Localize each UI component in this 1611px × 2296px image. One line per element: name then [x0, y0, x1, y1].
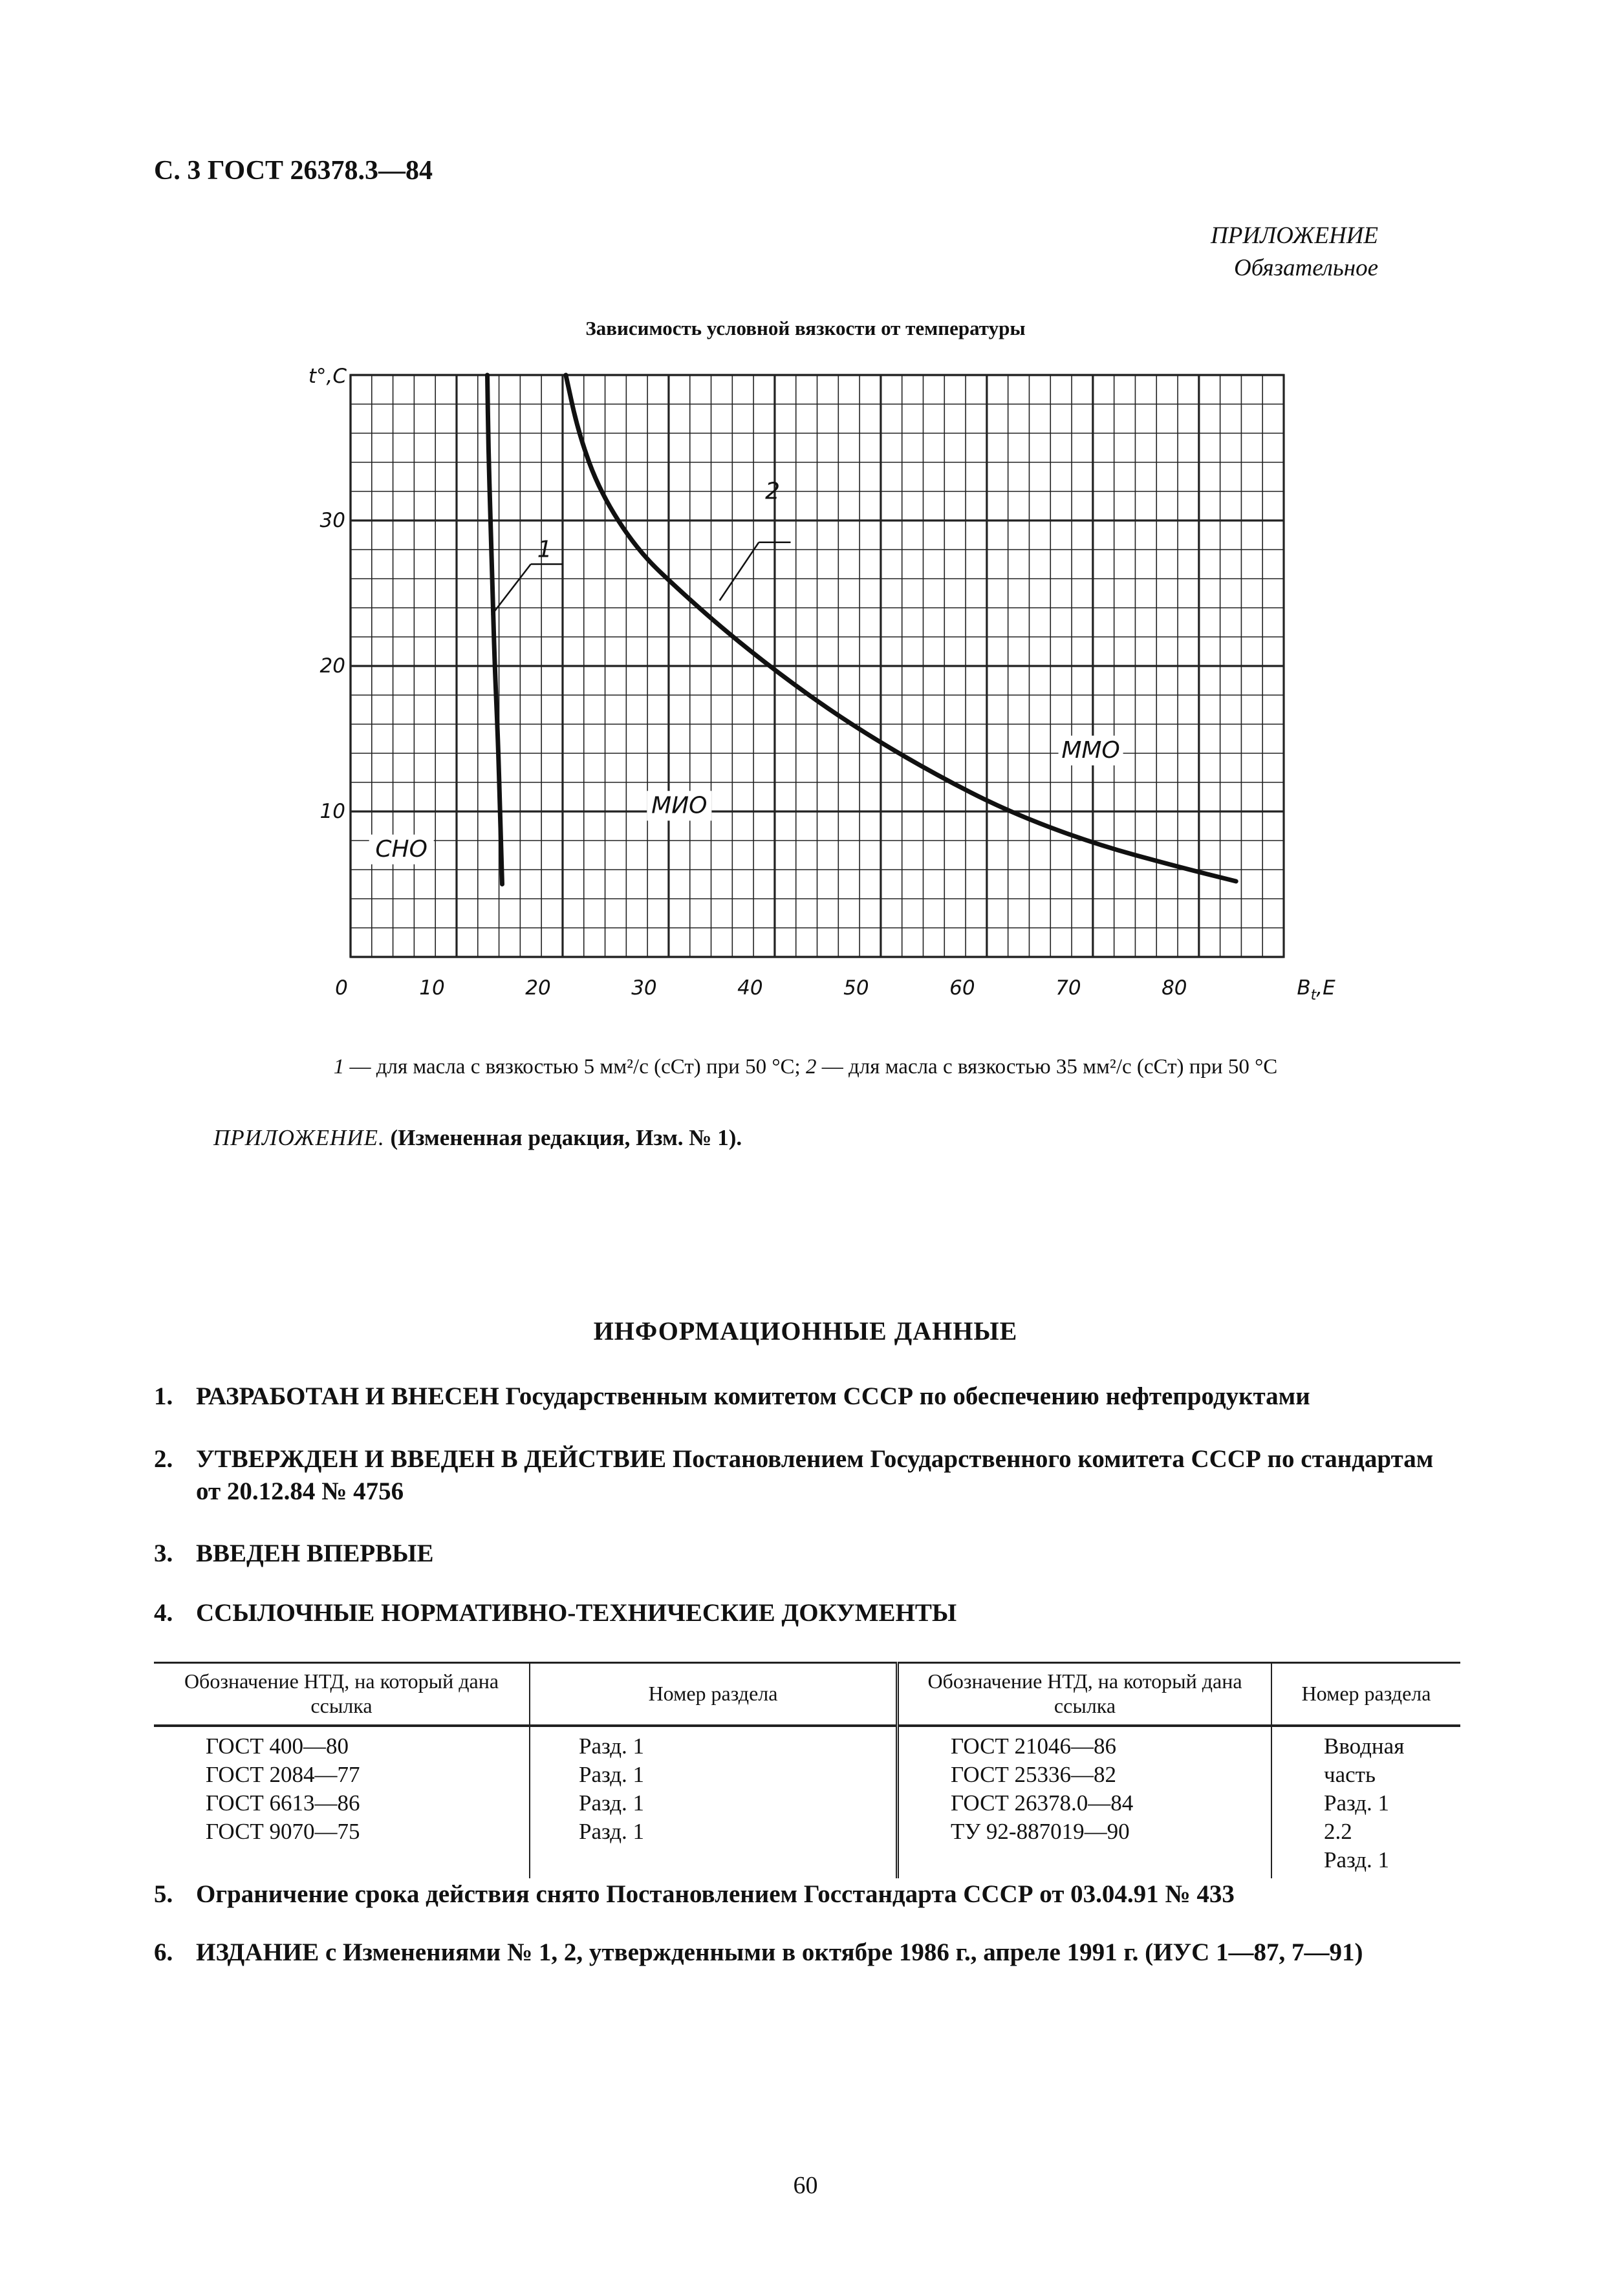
table-cell — [530, 1726, 898, 1878]
info-item — [154, 1597, 1460, 1629]
chart-series — [488, 375, 1237, 885]
chart-axes — [308, 365, 1335, 1003]
y-tick-label: 10 — [319, 800, 345, 823]
section-number: Разд. 1 — [579, 1733, 645, 1759]
info-item-number: 1. — [154, 1382, 173, 1410]
ntd-designation: ГОСТ 25336—82 — [951, 1762, 1117, 1787]
info-item-number: 3. — [154, 1540, 173, 1567]
references-table — [154, 1662, 1460, 1878]
annotation-label: ММО — [1061, 736, 1120, 764]
appendix-heading — [1211, 220, 1378, 284]
section-number: Разд. 1 — [579, 1819, 645, 1844]
x-tick-label: 80 — [1162, 976, 1187, 1000]
info-item — [154, 1380, 1460, 1413]
ntd-designation: ГОСТ 400—80 — [206, 1733, 349, 1759]
table-row — [154, 1726, 1460, 1878]
table-cell — [898, 1726, 1272, 1878]
curve-series-1 — [488, 375, 503, 885]
table-header-row — [154, 1663, 1460, 1726]
table-header-cell: Номер раздела — [530, 1663, 898, 1726]
info-item-text: ИЗДАНИЕ с Изменениями № 1, 2, утвержденными в октябре 1986 г., апреле 1991 г. (ИУС 1—87, 7—91) — [196, 1938, 1363, 1966]
table-cell — [154, 1726, 530, 1878]
info-item-number: 6. — [154, 1938, 173, 1966]
section-number: 2.2 — [1324, 1819, 1352, 1844]
ntd-designation: ГОСТ 21046—86 — [951, 1733, 1117, 1759]
table-header-cell: Обозначение НТД, на который дана ссылка — [154, 1663, 530, 1726]
x-tick-label: 40 — [737, 976, 763, 1000]
page-header: С. 3 ГОСТ 26378.3—84 — [154, 156, 433, 186]
appendix-subtitle: Обязательное — [1233, 255, 1378, 281]
info-item — [154, 1878, 1460, 1911]
legend-series-1-text: — для масла с вязкостью 5 мм²/с (сСт) при 50 °С; — [344, 1055, 806, 1078]
y-tick-label: 20 — [319, 654, 345, 678]
chart-annotations — [369, 478, 1123, 864]
ntd-designation: ГОСТ 2084—77 — [206, 1762, 360, 1787]
x-tick-label: 20 — [525, 976, 551, 1000]
chart-legend — [0, 1055, 1611, 1079]
revision-note — [213, 1125, 742, 1151]
x-tick-label: 50 — [843, 976, 869, 1000]
section-number: Разд. 1 — [1324, 1847, 1390, 1872]
section-number: Вводная часть — [1324, 1733, 1405, 1787]
x-tick-label: 0 — [335, 976, 348, 1000]
revision-note-text: (Измененная редакция, Изм. № 1). — [384, 1125, 742, 1150]
ntd-designation: ТУ 92-887019—90 — [951, 1819, 1130, 1844]
info-section-title: ИНФОРМАЦИОННЫЕ ДАННЫЕ — [593, 1316, 1018, 1346]
x-tick-label: 60 — [949, 976, 975, 1000]
x-tick-label: 70 — [1055, 976, 1081, 1000]
section-number: Разд. 1 — [579, 1790, 645, 1816]
legend-series-2-text: — для масла с вязкостью 35 мм²/с (сСт) при 50 °С — [816, 1055, 1278, 1078]
leader-line-series-2 — [720, 542, 759, 601]
info-item — [154, 1538, 1460, 1570]
ntd-designation: ГОСТ 26378.0—84 — [951, 1790, 1134, 1816]
legend-series-2-number: 2 — [805, 1055, 817, 1078]
info-item — [154, 1443, 1460, 1508]
info-item — [154, 1937, 1460, 1969]
curve-label-series-1: 1 — [537, 536, 552, 563]
annotation-label: МИО — [651, 792, 708, 819]
info-item-text: ССЫЛОЧНЫЕ НОРМАТИВНО-ТЕХНИЧЕСКИЕ ДОКУМЕНТЫ — [196, 1599, 957, 1627]
x-axis-label: $B_t,E$ — [1297, 976, 1335, 1003]
table-header-cell: Номер раздела — [1301, 1682, 1431, 1705]
info-item-text: Ограничение срока действия снято Постановлением Госстандарта СССР от 03.04.91 № 433 — [196, 1880, 1235, 1908]
info-item-number: 5. — [154, 1880, 173, 1908]
revision-note-label: ПРИЛОЖЕНИЕ. — [213, 1125, 385, 1150]
ntd-designation: ГОСТ 9070—75 — [206, 1819, 360, 1844]
annotation-label: СНО — [375, 835, 427, 863]
legend-series-1-number: 1 — [333, 1055, 345, 1078]
ntd-designation: ГОСТ 6613—86 — [206, 1790, 360, 1816]
info-item-number: 4. — [154, 1599, 173, 1627]
page-number: 60 — [793, 2172, 818, 2199]
info-item-text: РАЗРАБОТАН И ВНЕСЕН Государственным комитетом СССР по обеспечению нефтепродуктами — [196, 1382, 1310, 1410]
table-cell — [1271, 1726, 1460, 1878]
section-number: Разд. 1 — [1324, 1790, 1390, 1816]
info-item-number: 2. — [154, 1445, 173, 1473]
appendix-title: ПРИЛОЖЕНИЕ — [1211, 222, 1378, 249]
info-item-text: ВВЕДЕН ВПЕРВЫЕ — [196, 1540, 434, 1567]
chart-title: Зависимость условной вязкости от температуры — [585, 317, 1026, 339]
x-tick-label: 10 — [419, 976, 445, 1000]
info-item-text: УТВЕРЖДЕН И ВВЕДЕН В ДЕЙСТВИЕ Постановлением Государственного комитета СССР по стандартам от 20.12.84 № 4756 — [196, 1445, 1434, 1505]
table-header-cell: Обозначение НТД, на который дана ссылка — [898, 1663, 1272, 1726]
y-axis-label: t°,C — [308, 365, 347, 388]
section-number: Разд. 1 — [579, 1762, 645, 1787]
x-tick-label: 30 — [631, 976, 657, 1000]
curve-label-series-2: 2 — [765, 478, 781, 505]
viscosity-temperature-chart — [304, 362, 1335, 1022]
y-tick-label: 30 — [319, 509, 345, 532]
